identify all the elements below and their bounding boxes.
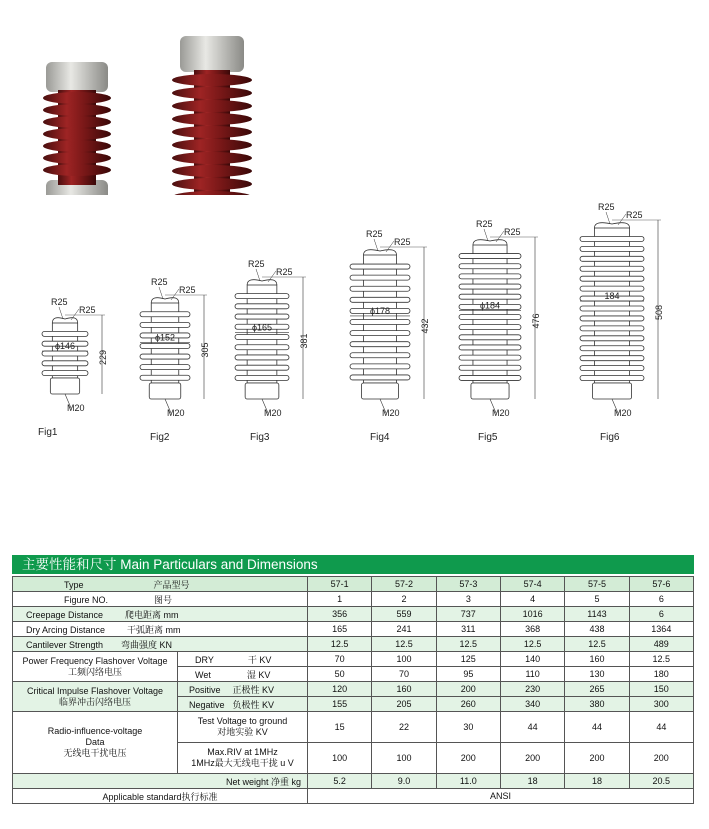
- insulator-photo-small: [43, 62, 111, 195]
- fig-shed: [459, 254, 521, 259]
- fig-base: [50, 378, 79, 394]
- fig-shed: [459, 294, 521, 299]
- table-row: Negative 负极性 KV 155 205 260 340 380 300: [13, 697, 694, 712]
- fig-shed: [140, 375, 190, 380]
- table-row: Power Frequency Flashover Voltage 工频闪络电压 DRY 干 KV 70 100 125 140 160 12.5: [13, 652, 694, 667]
- table-row: Figure NO. 图号 1 2 3 4 5 6: [13, 592, 694, 607]
- fig-shed: [580, 346, 644, 351]
- section-title: 主要性能和尺寸 Main Particulars and Dimensions: [12, 555, 694, 574]
- table-row: Dry Arcing Distance 干弧距离 mm 165 241 311 368 438 1364: [13, 622, 694, 637]
- fig-height-label: 508: [654, 304, 664, 321]
- table-row: Critical Impulse Flashover Voltage 临界冲击闪络电压 Positive 正极性 KV 120 160 200 230 265 150: [13, 682, 694, 697]
- fig-shed: [42, 351, 88, 356]
- fig-label: Fig5: [478, 432, 498, 443]
- table-row: Creepage Distance 爬电距离 mm 356 559 737 1016 1143 6: [13, 607, 694, 622]
- table-row: Net weight 净重 kg 5.2 9.0 11.0 18 18 20.5: [13, 774, 694, 789]
- fig-shed: [350, 342, 410, 347]
- fig-radius-label: R25: [79, 305, 96, 315]
- fig-shed: [350, 320, 410, 325]
- fig-radius-leader: [159, 287, 163, 299]
- fig-height-label: 229: [98, 349, 108, 366]
- fig-shed: [459, 335, 521, 340]
- fig-shed: [350, 286, 410, 291]
- fig-radius-leader: [59, 307, 63, 319]
- fig-shed: [140, 322, 190, 327]
- fig-radius-label: R25: [51, 297, 68, 307]
- fig-shed: [350, 331, 410, 336]
- fig-shed: [235, 365, 289, 370]
- dimension-drawings: [0, 195, 709, 455]
- fig-radius-label: R25: [504, 227, 521, 237]
- fig-diameter-label: ϕ152: [154, 332, 176, 343]
- fig-diameter-label: ϕ178: [369, 305, 391, 316]
- fig-shed: [580, 276, 644, 281]
- table-row: Wet 湿 KV 50 70 95 110 130 180: [13, 667, 694, 682]
- fig-label: Fig6: [600, 432, 620, 443]
- fig-shed: [350, 264, 410, 269]
- table-row: Applicable standard执行标准 ANSI: [13, 789, 694, 804]
- fig-height-label: 432: [420, 318, 430, 334]
- fig-diameter-label: ϕ146: [54, 341, 76, 352]
- fig-shed: [580, 316, 644, 321]
- fig-radius-label: R25: [151, 277, 168, 287]
- fig-shed: [459, 315, 521, 320]
- table-row: Radio-influence-voltage Data 无线电干扰电压 Test Voltage to ground 对地实验 KV 15 22 30 44 44 44: [13, 712, 694, 743]
- fig-shed: [580, 256, 644, 261]
- fig-radius-leader: [484, 229, 488, 241]
- fig-radius-leader: [256, 269, 260, 281]
- fig-shed: [350, 353, 410, 358]
- fig-thread-label: M20: [492, 408, 510, 418]
- fig-radius-leader: [606, 212, 610, 224]
- fig-shed: [350, 364, 410, 369]
- fig-thread-label: M20: [382, 408, 400, 418]
- fig-shed: [140, 344, 190, 349]
- fig-shed: [580, 266, 644, 271]
- fig-top-cap: [52, 318, 77, 323]
- fig-shed: [235, 335, 289, 340]
- fig-radius-label: R25: [476, 219, 493, 229]
- fig-shed: [235, 345, 289, 350]
- fig-thread-label: M20: [264, 408, 282, 418]
- fig-radius-leader: [618, 214, 626, 225]
- fig-shed: [459, 365, 521, 370]
- fig-radius-label: R25: [248, 259, 265, 269]
- fig-shed: [580, 356, 644, 361]
- fig-radius-leader: [171, 289, 179, 300]
- fig-shed: [459, 284, 521, 289]
- fig-radius-label: R25: [394, 237, 411, 247]
- fig-shed: [235, 314, 289, 319]
- specifications-table: [12, 576, 694, 804]
- fig-top-cap: [364, 250, 397, 255]
- fig-shed: [42, 331, 88, 336]
- insulator-photo-large: [172, 36, 252, 195]
- table-row: Cantilever Strength 弯曲强度 KN 12.5 12.5 12.5 12.5 12.5 489: [13, 637, 694, 652]
- fig-shed: [140, 354, 190, 359]
- fig-base: [592, 383, 631, 399]
- fig-base: [362, 383, 399, 399]
- fig-shed: [580, 236, 644, 241]
- fig-label: Fig3: [250, 432, 270, 443]
- fig-thread-label: M20: [614, 408, 632, 418]
- fig-height-label: 476: [531, 313, 541, 329]
- product-photo: [0, 0, 709, 195]
- fig-radius-label: R25: [626, 210, 643, 220]
- fig-shed: [580, 246, 644, 251]
- fig-shed: [459, 325, 521, 330]
- fig-thread-label: M20: [67, 403, 85, 413]
- fig-shed: [459, 274, 521, 279]
- fig-shed: [140, 312, 190, 317]
- table-row: Max.RIV at 1MHz 1MHz最大无线电干拢 u V 100 100 200 200 200 200: [13, 743, 694, 774]
- fig-shed: [235, 304, 289, 309]
- table-row: Type 产品型号 57-1 57-2 57-3 57-4 57-5 57-6: [13, 577, 694, 592]
- fig-shed: [235, 375, 289, 380]
- fig-shed: [580, 306, 644, 311]
- fig-radius-leader: [374, 239, 378, 251]
- fig-top-cap: [473, 240, 507, 245]
- fig-thread-label: M20: [167, 408, 185, 418]
- fig-shed: [459, 264, 521, 269]
- fig-shed: [459, 345, 521, 350]
- fig-shed: [580, 326, 644, 331]
- fig-label: Fig4: [370, 432, 390, 443]
- fig-top-cap: [247, 280, 277, 285]
- fig-radius-label: R25: [598, 202, 615, 212]
- fig-diameter-label: 184: [604, 291, 620, 302]
- fig-shed: [459, 375, 521, 380]
- fig-top-cap: [594, 223, 629, 228]
- fig-label: Fig2: [150, 432, 170, 443]
- fig-base: [149, 383, 181, 399]
- fig-base: [471, 383, 509, 399]
- fig-radius-label: R25: [179, 285, 196, 295]
- fig-shed: [580, 336, 644, 341]
- fig-shed: [459, 355, 521, 360]
- fig-label: Fig1: [38, 427, 58, 438]
- fig-shed: [235, 294, 289, 299]
- fig-shed: [580, 366, 644, 371]
- fig-shed: [350, 275, 410, 280]
- fig-radius-label: R25: [276, 267, 293, 277]
- fig-shed: [42, 371, 88, 376]
- fig-height-label: 305: [200, 342, 210, 358]
- fig-shed: [140, 365, 190, 370]
- fig-diameter-label: ϕ165: [251, 322, 273, 333]
- fig-shed: [42, 361, 88, 366]
- fig-diameter-label: ϕ184: [479, 300, 501, 311]
- fig-height-label: 381: [299, 333, 309, 349]
- fig-top-cap: [151, 298, 179, 303]
- fig-base: [245, 383, 279, 399]
- fig-shed: [350, 297, 410, 302]
- fig-shed: [235, 355, 289, 360]
- fig-shed: [580, 376, 644, 381]
- fig-shed: [350, 375, 410, 380]
- fig-radius-label: R25: [366, 229, 383, 239]
